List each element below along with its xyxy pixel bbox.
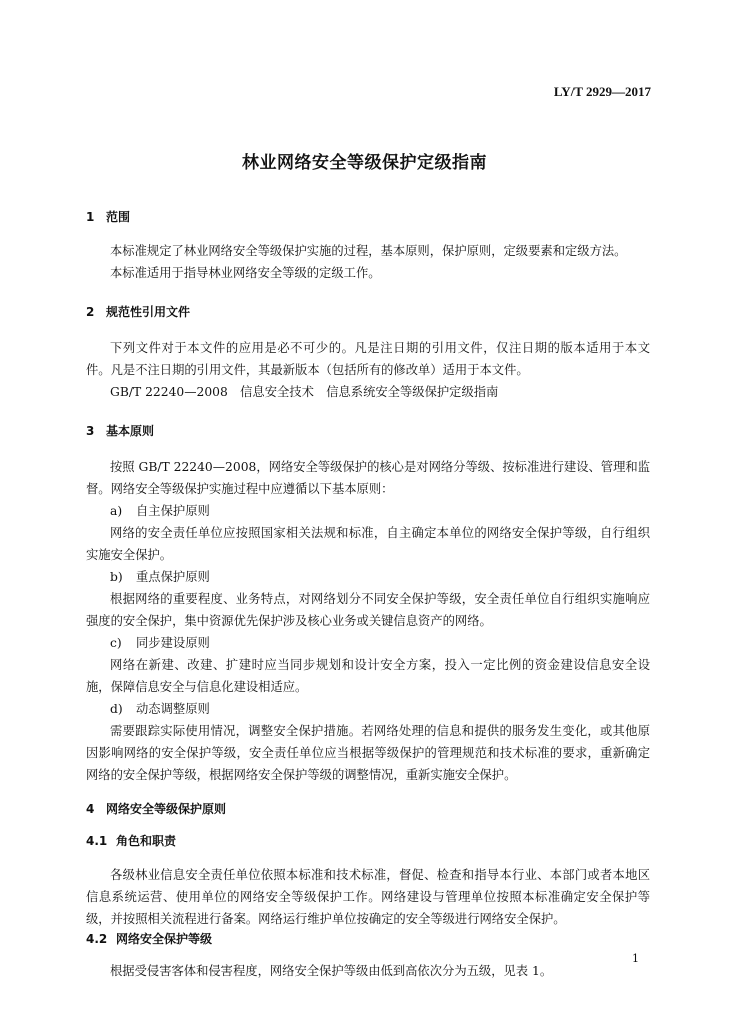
list-marker: a) (110, 504, 123, 518)
section-title: 角色和职责 (116, 834, 177, 848)
section-4-heading (86, 800, 226, 817)
section-title: 基本原则 (106, 424, 155, 438)
section-number: 4 (86, 802, 95, 816)
section-1-heading (86, 208, 130, 225)
list-marker: d) (110, 702, 123, 716)
section-4-2-paragraph: 根据受侵害客体和侵害程度，网络安全保护等级由低到高依次分为五级，见表 1。 (110, 964, 553, 978)
principle-d-label (110, 698, 210, 720)
section-4-1-heading (86, 832, 176, 849)
principle-title: 重点保护原则 (136, 570, 210, 584)
section-4-1-paragraph: 各级林业信息安全责任单位依照本标准和技术标准，督促、检查和指导本行业、本部门或者本地区信息系统运营、使用单位的网络安全等级保护工作。网络建设与管理单位按照本标准确定安全保护等级，并按照相关流程进行备案。网络运行维护单位按确定的安全等级进行网络安全保护。 (86, 868, 650, 926)
document-title: 林业网络安全等级保护定级指南 (242, 153, 487, 173)
section-2-heading (86, 303, 190, 320)
section-1-paragraph-1: 本标准规定了林业网络安全等级保护实施的过程，基本原则，保护原则，定级要素和定级方法。 (110, 244, 627, 258)
principle-b-text: 根据网络的重要程度、业务特点，对网络划分不同安全保护等级，安全责任单位自行组织实施响应强度的安全保护，集中资源优先保护涉及核心业务或关键信息资产的网络。 (86, 592, 650, 628)
section-title: 网络安全保护等级 (116, 932, 213, 946)
section-3-intro: 按照 GB/T 22240—2008，网络安全等级保护的核心是对网络分等级、按标准进行建设、管理和监督。网络安全等级保护实施过程中应遵循以下基本原则： (86, 460, 650, 496)
section-number: 4.2 (86, 932, 108, 946)
section-title: 范围 (106, 210, 131, 224)
principle-title: 自主保护原则 (136, 504, 210, 518)
principle-d-text: 需要跟踪实际使用情况，调整安全保护措施。若网络处理的信息和提供的服务发生变化，或其他原因影响网络的安全保护等级，安全责任单位应当根据等级保护的管理规范和技术标准的要求，重新确定网络的安全保护等级，根据网络安全保护等级的调整情况，重新实施安全保护。 (86, 724, 650, 782)
section-number: 2 (86, 305, 95, 319)
section-4-2-heading (86, 930, 212, 947)
section-number: 1 (86, 210, 95, 224)
section-title: 规范性引用文件 (106, 305, 191, 319)
section-1-paragraph-2: 本标准适用于指导林业网络安全等级的定级工作。 (110, 266, 381, 280)
principle-title: 动态调整原则 (136, 702, 210, 716)
page-number: 1 (632, 952, 639, 965)
standard-code: LY/T 2929—2017 (553, 84, 651, 99)
section-number: 4.1 (86, 834, 108, 848)
section-3-heading (86, 422, 154, 439)
section-2-paragraph-1: 下列文件对于本文件的应用是必不可少的。凡是注日期的引用文件，仅注日期的版本适用于本文件。凡是不注日期的引用文件，其最新版本（包括所有的修改单）适用于本文件。 (86, 341, 650, 377)
section-2-reference: GB/T 22240—2008 信息安全技术 信息系统安全等级保护定级指南 (110, 385, 499, 399)
list-marker: b) (110, 570, 123, 584)
principle-title: 同步建设原则 (136, 636, 210, 650)
principle-a-label (110, 500, 210, 522)
principle-c-text: 网络在新建、改建、扩建时应当同步规划和设计安全方案，投入一定比例的资金建设信息安全设施，保障信息安全与信息化建设相适应。 (86, 658, 650, 694)
section-number: 3 (86, 424, 95, 438)
list-marker: c) (110, 636, 122, 650)
principle-c-label (110, 632, 210, 654)
principle-b-label (110, 566, 210, 588)
principle-a-text: 网络的安全责任单位应按照国家相关法规和标准，自主确定本单位的网络安全保护等级，自行组织实施安全保护。 (86, 526, 650, 562)
section-title: 网络安全等级保护原则 (106, 802, 227, 816)
